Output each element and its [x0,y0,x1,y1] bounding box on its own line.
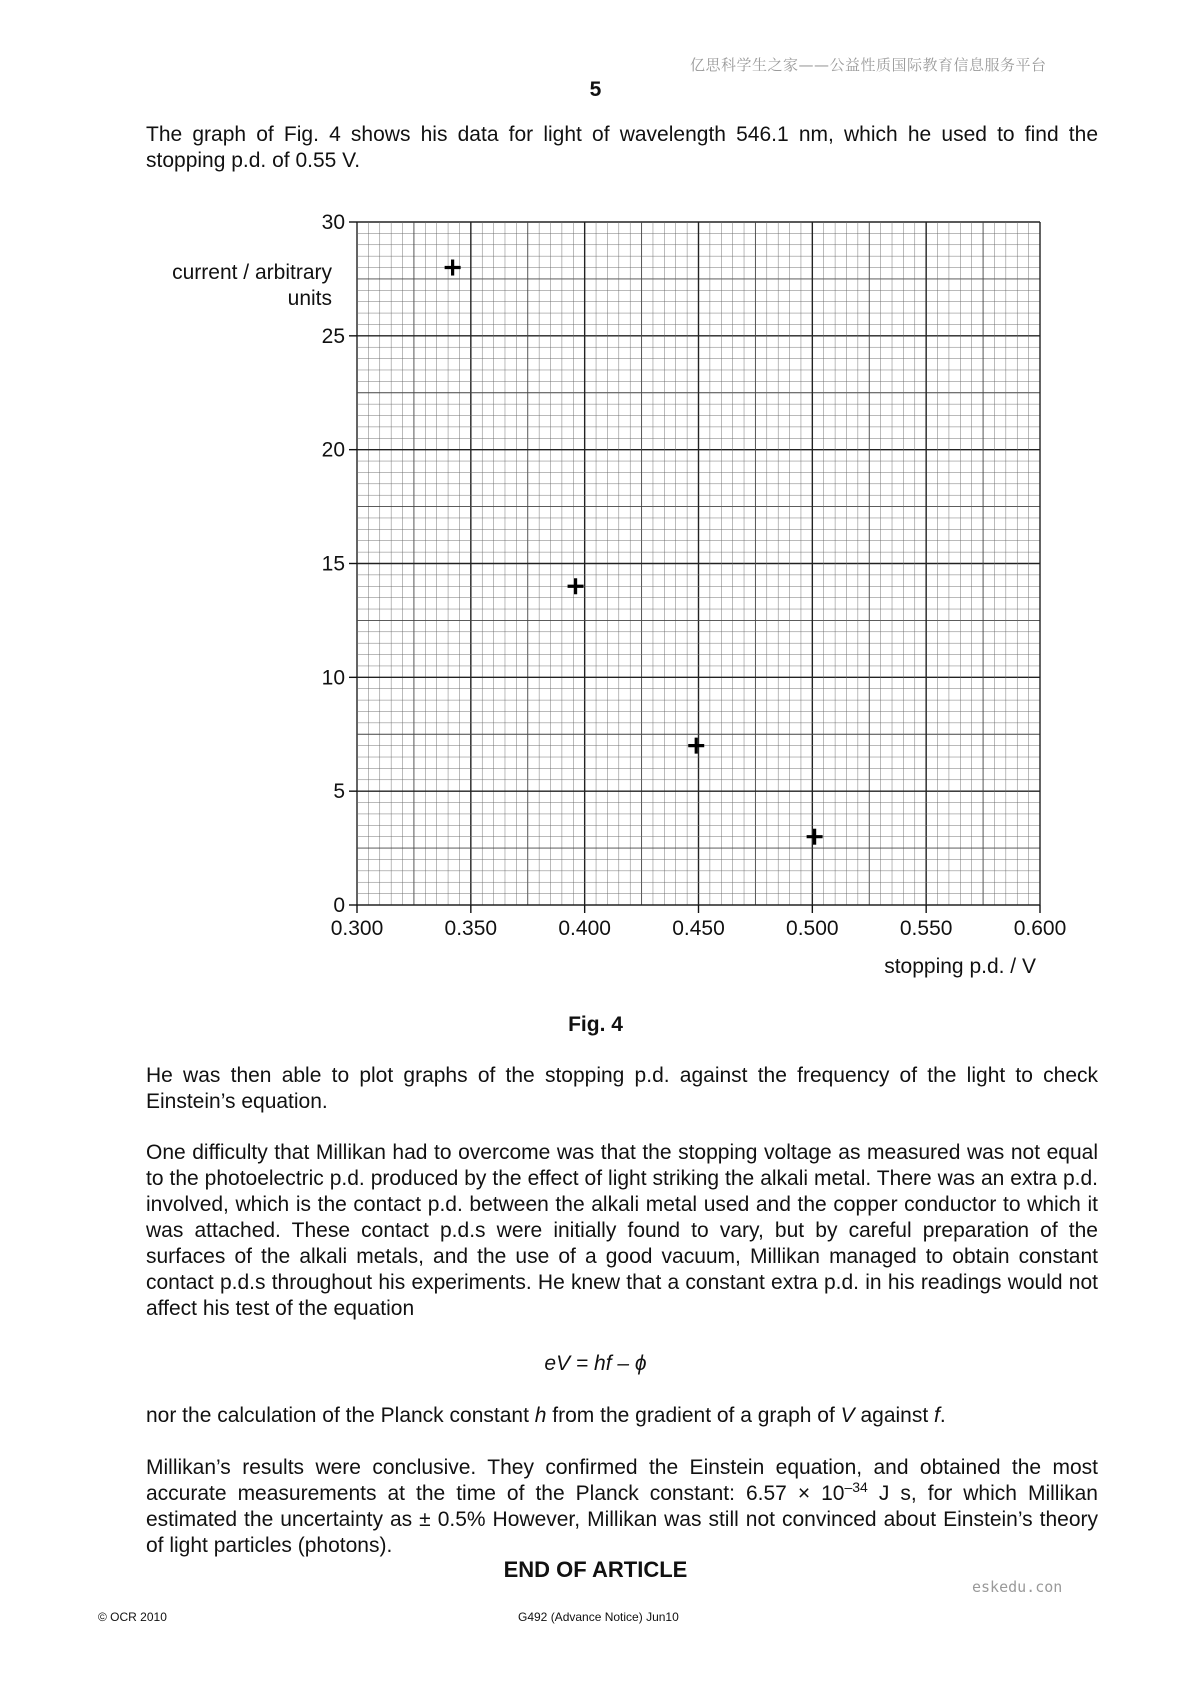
einstein-equation: eV = hf – ϕ [544,1352,647,1375]
y-axis-label-line2: units [287,287,332,310]
page-number: 5 [589,78,602,101]
y-tick-label: 20 [321,438,345,462]
y-tick-label: 10 [321,666,345,690]
x-tick-label: 0.600 [1013,917,1067,940]
y-tick-label: 30 [321,211,345,234]
data-point [688,738,704,754]
y-tick-label: 15 [321,552,345,576]
data-point [568,578,584,594]
paragraph-1: He was then able to plot graphs of the stopping p.d. against the frequency of the light to check Einstein’s equation. [146,1064,1098,1113]
figure-caption: Fig. 4 [568,1013,623,1036]
end-of-article: END OF ARTICLE [503,1557,688,1582]
x-tick-label: 0.450 [672,917,725,940]
intro-paragraph: The graph of Fig. 4 shows his data for light of wavelength 546.1 nm, which he used to find the stopping p.d. of 0.55 V. [146,123,1098,172]
graph-grid [357,222,1040,905]
y-axis-label-line1: current / arbitrary [172,261,332,284]
y-tick-label: 0 [333,894,345,917]
paragraph-4: Millikan’s results were conclusive. They confirmed the Einstein equation, and obtained the most accurate measurements at the time of the Planck constant: $6.57 \times 10^{-34}$ J s, for which Millikan estimated the uncertainty as ± 0.5% However, Millikan was still not convinced about Einstein’s theory of light particles (photons). [146,1456,1098,1557]
bottom-watermark: eskedu.con [972,1578,1063,1596]
x-tick-label: 0.350 [444,917,498,940]
footer-copyright: © OCR 2010 [98,1610,167,1624]
footer-paper-code: G492 (Advance Notice) Jun10 [518,1610,679,1624]
data-point [807,829,823,845]
x-axis-label: stopping p.d. / V [884,955,1036,978]
paragraph-3: nor the calculation of the Planck constant h from the gradient of a graph of V against f. [146,1404,946,1427]
paragraph-2: One difficulty that Millikan had to overcome was that the stopping voltage as measured was not equal to the photoelectric p.d. produced by the effect of light striking the alkali metal. There was an extra p.d. involved, which is the contact p.d. between the alkali metal used and the copper conductor to which it was attached. These contact p.d.s were initially found to vary, but by careful preparation of the surfaces of the alkali metals, and the use of a good vacuum, Millikan managed to obtain constant contact p.d.s throughout his experiments. He knew that a constant extra p.d. in his readings would not affect his test of the equation [146,1141,1098,1320]
x-tick-label: 0.500 [786,917,839,940]
x-tick-label: 0.550 [899,917,953,940]
x-tick-label: 0.400 [558,917,611,940]
top-watermark: 亿思科学生之家——公益性质国际教育信息服务平台 [690,56,1047,74]
y-tick-label: 5 [333,780,345,804]
x-tick-label: 0.300 [330,917,384,940]
graph-ticks [349,222,1040,913]
y-tick-label: 25 [321,324,345,348]
data-point [445,260,461,276]
